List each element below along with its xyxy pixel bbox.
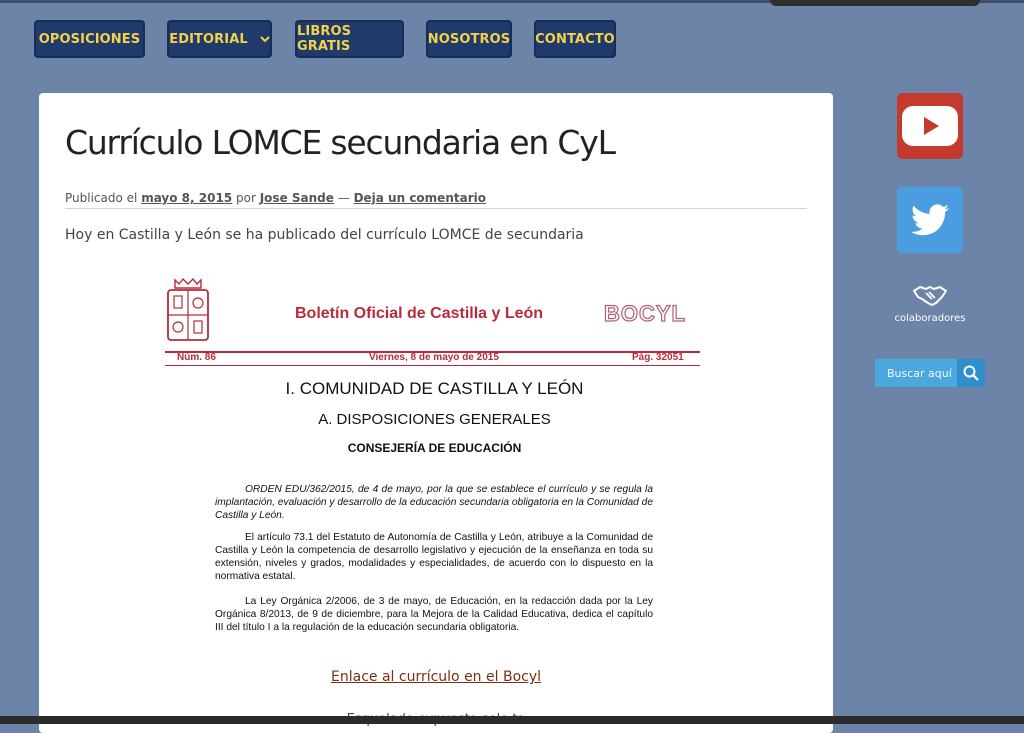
doc-date: Viernes, 8 de mayo de 2015 — [369, 352, 499, 363]
bottom-bar — [0, 716, 1024, 724]
comment-link[interactable]: Deja un comentario — [353, 191, 486, 205]
doc-paragraph-3: La Ley Orgánica 2/2006, de 3 de mayo, de Educación, en la redacción dada por la Ley Orgánica 8/2013, de 9 de diciembre, para la Mejora de la Calidad Educativa, dedica el capítulo III del título I a la regulación de la educación secundaria obligatoria. — [215, 596, 653, 633]
meta-separator: — — [337, 191, 350, 205]
post-title: Currículo LOMCE secundaria en CyL — [65, 123, 615, 162]
twitter-icon — [911, 204, 949, 236]
post-intro: Hoy en Castilla y León se ha publicado del currículo LOMCE de secundaria — [65, 227, 584, 243]
nav-label: OPOSICIONES — [38, 31, 141, 47]
divider — [165, 365, 700, 366]
search-input[interactable] — [875, 359, 957, 387]
search-icon — [963, 365, 979, 381]
bocyl-logo: BOCYL — [604, 301, 686, 326]
chevron-down-icon — [260, 33, 270, 46]
nav-label: NOSOTROS — [427, 31, 511, 47]
bocyl-document-image — [157, 269, 717, 649]
post-card — [39, 93, 833, 733]
search-button[interactable] — [957, 359, 985, 387]
doc-paragraph-2: El artículo 73.1 del Estatuto de Autonomía de Castilla y León, atribuye a la Comunidad de Castilla y León la competencia de desarrollo legislativo y ejecución de la enseñanza en toda su extensión, niveles y grados, modalidades y especialidades, de acuerdo con lo dispuesto en la normativa estatal. — [215, 532, 653, 582]
doc-page: Pág. 32051 — [632, 352, 684, 363]
doc-heading-3: CONSEJERÍA DE EDUCACIÓN — [347, 441, 522, 455]
handshake-icon — [912, 283, 948, 307]
post-meta — [65, 191, 807, 209]
published-prefix: Publicado el — [65, 191, 138, 205]
nav-item-contacto[interactable] — [534, 20, 616, 58]
youtube-button[interactable] — [897, 93, 963, 159]
twitter-button[interactable] — [897, 187, 963, 253]
nav-item-libros-gratis[interactable] — [295, 20, 404, 58]
collab-label: colaboradores — [894, 313, 966, 324]
by-text: por — [235, 191, 256, 205]
search-form — [875, 359, 985, 387]
doc-heading-2: A. DISPOSICIONES GENERALES — [318, 411, 551, 428]
nav-item-nosotros[interactable] — [426, 20, 512, 58]
youtube-icon — [902, 106, 958, 146]
doc-heading-1: I. COMUNIDAD DE CASTILLA Y LEÓN — [285, 379, 584, 398]
bocyl-link[interactable]: Enlace al currículo en el Bocyl — [331, 669, 541, 685]
nav-item-oposiciones[interactable] — [34, 20, 145, 58]
post-date-link[interactable]: mayo 8, 2015 — [141, 191, 233, 205]
boletin-title: Boletín Oficial de Castilla y León — [295, 305, 544, 322]
doc-number: Núm. 86 — [177, 352, 216, 363]
header-image — [770, 0, 980, 6]
nav-item-editorial[interactable] — [167, 20, 272, 58]
nav-label: LIBROS GRATIS — [297, 24, 352, 54]
author-link[interactable]: Jose Sande — [259, 191, 334, 205]
nav-label: EDITORIAL — [169, 31, 248, 47]
collaborators-link[interactable] — [880, 283, 980, 324]
doc-paragraph-1: ORDEN EDU/362/2015, de 4 de mayo, por la que se establece el currículo y se regula la implantación, evaluación y desarrollo de la educación secundaria obligatoria en la Comunidad de Castilla y León. — [215, 484, 653, 521]
nav-label: CONTACTO — [535, 31, 615, 47]
coat-of-arms-icon — [165, 276, 211, 344]
